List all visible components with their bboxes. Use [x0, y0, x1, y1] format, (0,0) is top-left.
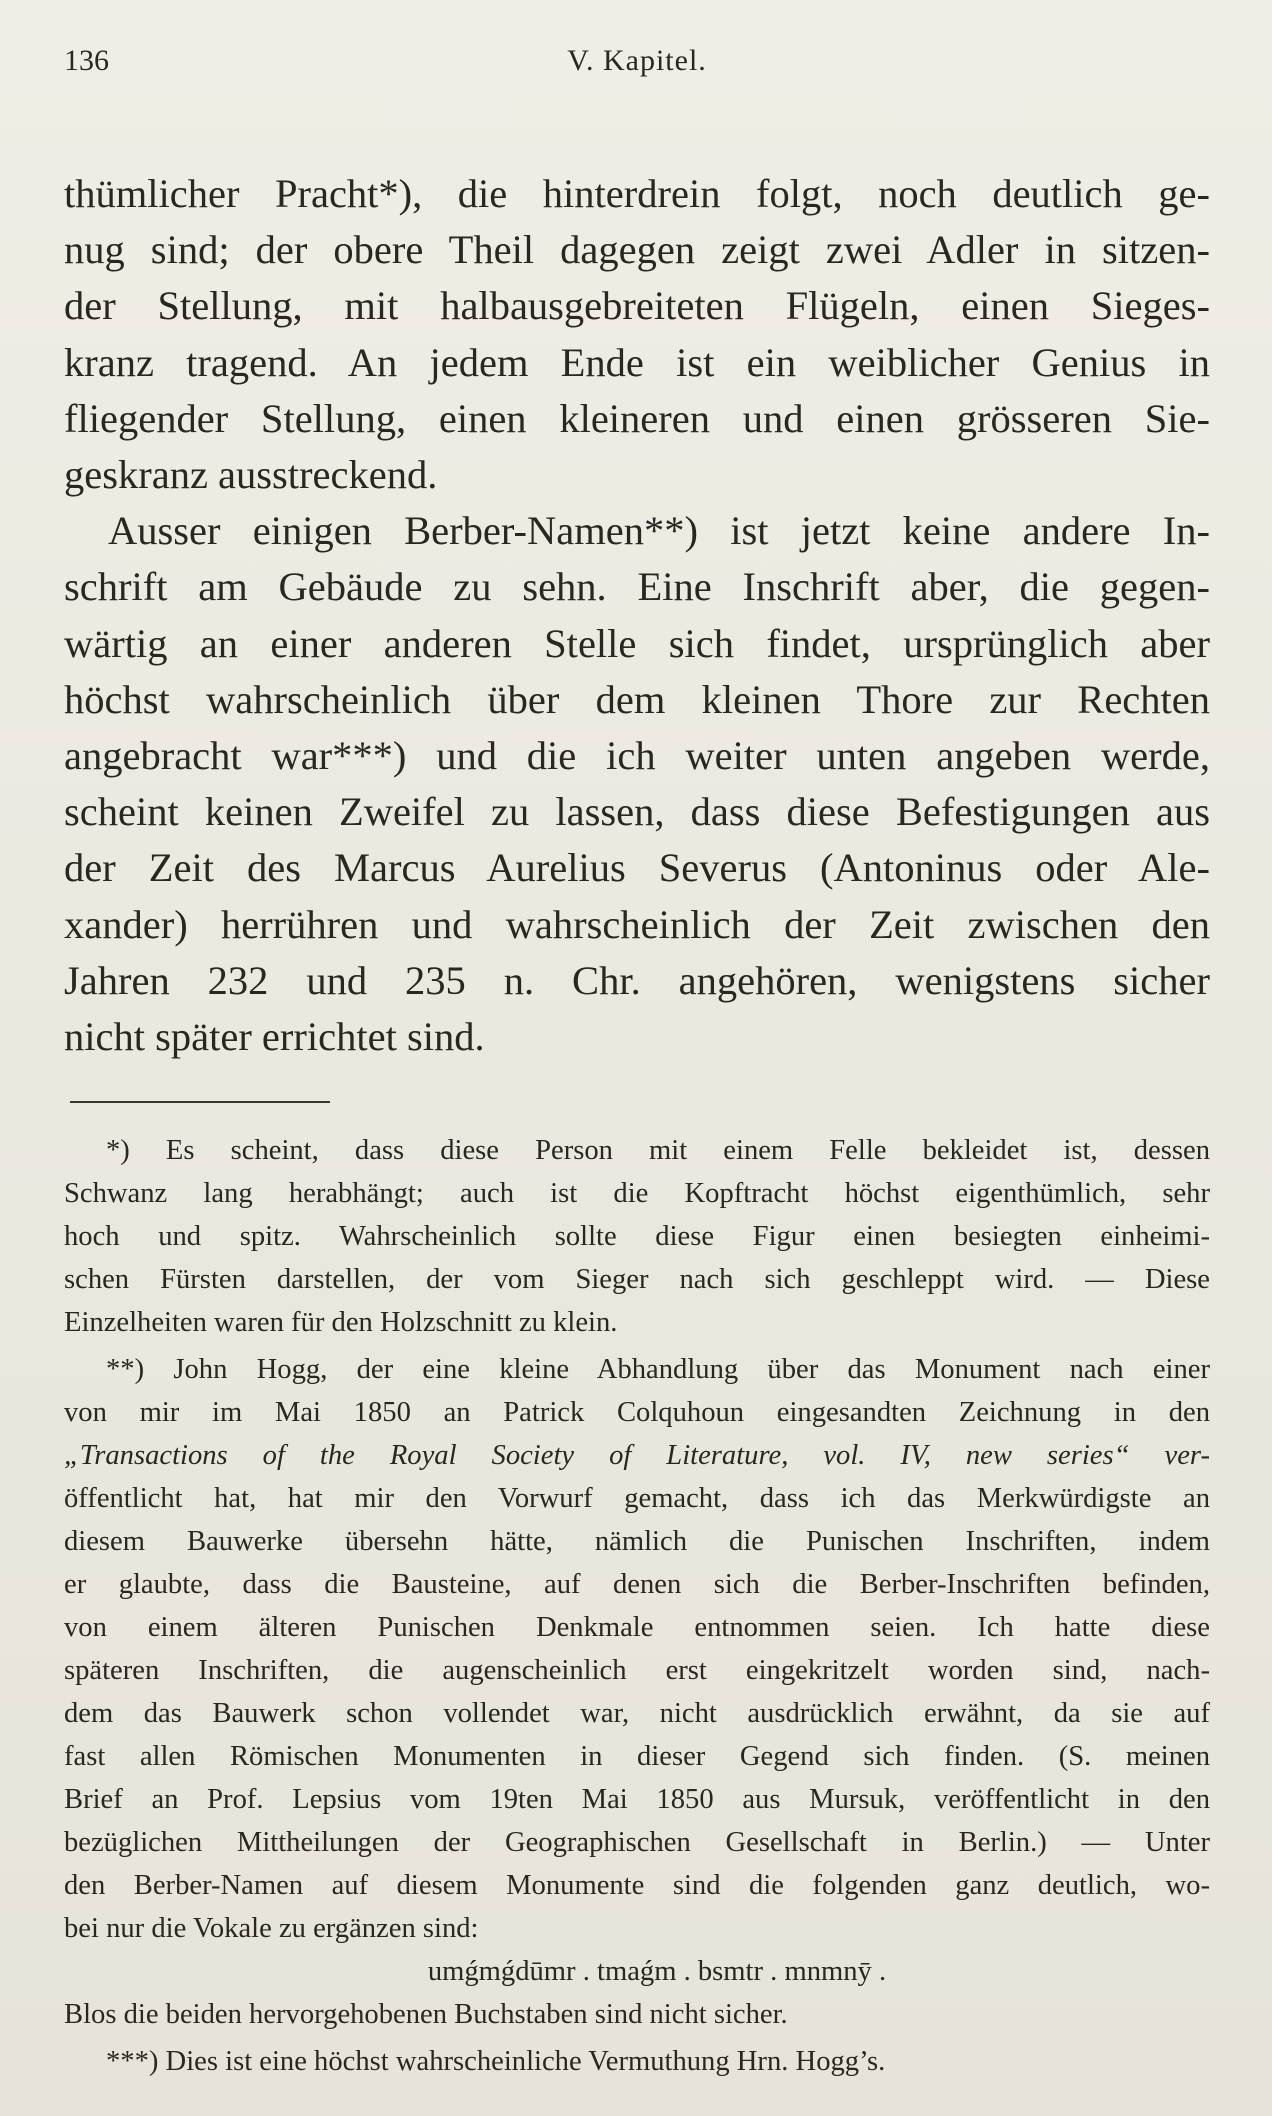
chapter-title: V. Kapitel.: [567, 44, 707, 77]
text-line: nug sind; der obere Theil dagegen zeigt zwei Adler in sitzen-: [64, 227, 1210, 273]
text-line: Ausser einigen Berber-Namen**) ist jetzt keine andere In-: [108, 508, 1210, 554]
text-line: höchst wahrscheinlich über dem kleinen Thore zur Rechten: [64, 676, 1210, 722]
text-line: Jahren 232 und 235 n. Chr. angehören, wenigstens sicher: [64, 957, 1210, 1003]
berber-names-formula: umǵmǵdūmr . tmaǵm . bsmtr . mnmnȳ .: [427, 1956, 887, 1988]
footnote-line: Brief an Prof. Lepsius vom 19ten Mai 1850 aus Mursuk, veröffentlicht in den: [64, 1784, 1210, 1816]
text-line: schrift am Gebäude zu sehn. Eine Inschrift aber, die gegen-: [64, 564, 1210, 610]
text-line: nicht später errichtet sind.: [64, 1014, 485, 1060]
text-line: xander) herrühren und wahrscheinlich der Zeit zwischen den: [64, 901, 1210, 947]
footnote-1: [64, 1129, 1210, 1344]
footnote-line: bei nur die Vokale zu ergänzen sind:: [64, 1913, 479, 1945]
footnote-line: Blos die beiden hervorgehobenen Buchstaben sind nicht sicher.: [64, 1999, 788, 2031]
footnote-divider: [70, 1101, 330, 1103]
running-header: [64, 44, 1210, 86]
footnote-line: **) John Hogg, der eine kleine Abhandlung über das Monument nach einer: [106, 1354, 1210, 1386]
footnote-line: Schwanz lang herabhängt; auch ist die Kopftracht höchst eigenthümlich, sehr: [64, 1178, 1210, 1210]
text-line: thümlicher Pracht*), die hinterdrein folgt, noch deutlich ge-: [64, 171, 1210, 216]
footnote-line: fast allen Römischen Monumenten in dieser Gegend sich finden. (S. meinen: [64, 1741, 1210, 1773]
footnote-line: er glaubte, dass die Bausteine, auf denen sich die Berber-Inschriften befinden,: [64, 1569, 1210, 1601]
text-line: kranz tragend. An jedem Ende ist ein weiblicher Genius in: [64, 339, 1210, 385]
paragraph-2-cont: [64, 559, 1210, 1065]
text-line: der Zeit des Marcus Aurelius Severus (Antoninus oder Ale-: [64, 845, 1210, 891]
footnote-line: von mir im Mai 1850 an Patrick Colquhoun eingesandten Zeichnung in den: [64, 1397, 1210, 1429]
footnote-line: schen Fürsten darstellen, der vom Sieger nach sich geschleppt wird. — Diese: [64, 1264, 1210, 1296]
footnote-line: öffentlicht hat, hat mir den Vorwurf gemacht, dass ich das Merkwürdigste an: [64, 1483, 1210, 1515]
footnote-line: *) Es scheint, dass diese Person mit einem Felle bekleidet ist, dessen: [106, 1135, 1210, 1167]
footnote-2: [64, 1348, 1210, 2036]
text-line: wärtig an einer anderen Stelle sich findet, ursprünglich aber: [64, 620, 1210, 666]
footnote-line: dem das Bauwerk schon vollendet war, nicht ausdrücklich erwähnt, da sie auf: [64, 1698, 1210, 1730]
text-line: fliegender Stellung, einen kleineren und einen grösseren Sie-: [64, 395, 1210, 441]
footnote-line: bezüglichen Mittheilungen der Geographischen Gesellschaft in Berlin.) — Unter: [64, 1827, 1210, 1859]
footnote-line: den Berber-Namen auf diesem Monumente sind die folgenden ganz deutlich, wo-: [64, 1870, 1210, 1902]
footnotes: [64, 1129, 1210, 2083]
paragraph-2: [64, 503, 1210, 559]
main-text: [64, 166, 1210, 1065]
page-number: 136: [64, 44, 109, 77]
footnote-line: ***) Dies ist eine höchst wahrscheinliche Vermuthung Hrn. Hogg’s.: [106, 2046, 886, 2078]
footnote-line: „Transactions of the Royal Society of Literature, vol. IV, new series“ ver-: [64, 1440, 1210, 1472]
footnote-line: Einzelheiten waren für den Holzschnitt zu klein.: [64, 1307, 618, 1339]
text-line: scheint keinen Zweifel zu lassen, dass diese Befestigungen aus: [64, 789, 1210, 835]
footnote-3: [64, 2040, 1210, 2083]
footnote-line: diesem Bauwerke übersehn hätte, nämlich die Punischen Inschriften, indem: [64, 1526, 1210, 1558]
text-line: der Stellung, mit halbausgebreiteten Flügeln, einen Sieges-: [64, 283, 1210, 329]
text-line: angebracht war***) und die ich weiter unten angeben werde,: [64, 733, 1210, 779]
footnote-line: späteren Inschriften, die augenscheinlich erst eingekritzelt worden sind, nach-: [64, 1655, 1210, 1687]
footnote-line: von einem älteren Punischen Denkmale entnommen seien. Ich hatte diese: [64, 1612, 1210, 1644]
footnote-line: hoch und spitz. Wahrscheinlich sollte diese Figur einen besiegten einheimi-: [64, 1221, 1210, 1253]
paragraph-1: [64, 166, 1210, 503]
text-line: geskranz ausstreckend.: [64, 452, 438, 498]
